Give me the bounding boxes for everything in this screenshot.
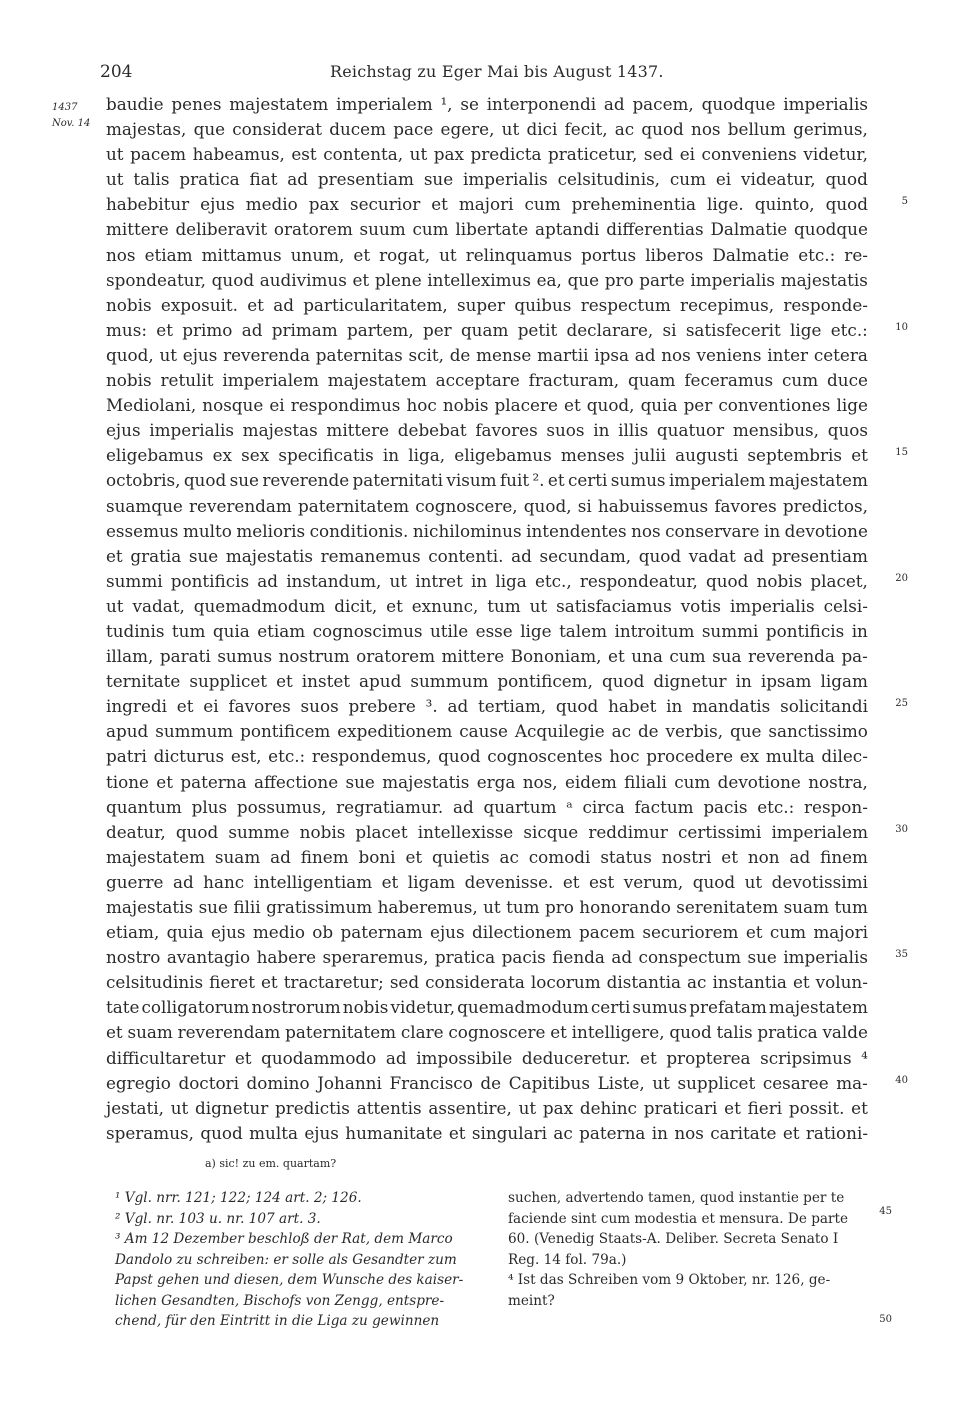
line-number: 50 [879, 1314, 892, 1325]
line-number: 25 [895, 698, 908, 710]
body-line: celsitudinis fieret et tractaretur; sed considerata locorum distantia ac instantia et volun- [106, 972, 868, 993]
body-line: quantum plus possumus, regratiamur. ad quartum ᵃ circa factum pacis etc.: respon- [106, 796, 868, 817]
page-header [100, 62, 870, 86]
body-line: speramus, quod multa ejus humanitate et singulari ac paterna in nos caritate et rationi- [106, 1122, 868, 1143]
body-line: essemus multo melioris conditionis. nichilominus intendentes nos conservare in devotione [106, 520, 868, 541]
body-line: mus: et primo ad primam partem, per quam petit declarare, si satisfecerit lige etc.: [106, 319, 868, 340]
footnote-line: lichen Gesandten, Bischofs von Zengg, entspre- [115, 1292, 445, 1309]
body-line: summi pontificis ad instandum, ut intret in liga etc., respondeatur, quod nobis placet, [106, 570, 868, 591]
footnote-line: Reg. 14 fol. 79a.) [508, 1251, 627, 1268]
line-number: 5 [901, 196, 908, 208]
line-number: 40 [895, 1074, 908, 1086]
body-line: tate colligatorum nostrorum nobis videtur, quemadmodum certi sumus prefatam majestatem [106, 997, 868, 1018]
line-number: 15 [895, 447, 908, 459]
body-line: illam, parati sumus nostrum oratorem mittere Bononiam, et una cum sua reverenda pa- [106, 646, 868, 667]
body-line: et suam reverendam paternitatem clare cognoscere et intelligere, quod talis pratica valde [106, 1022, 868, 1043]
margin-date-day: Nov. 14 [52, 118, 91, 129]
body-line: tione et paterna affectione sue majestatis erga nos, eidem filiali cum devotione nostra, [106, 771, 868, 792]
body-line: baudie penes majestatem imperialem ¹, se interponendi ad pacem, quodque imperialis [106, 94, 868, 114]
line-number: 10 [895, 321, 908, 333]
body-line: nobis exposuit. et ad particularitatem, super quibus respectum recepimus, responde- [106, 294, 868, 315]
body-line: Mediolani, nosque ei respondimus hoc nobis placere et quod, quia per conventiones lige [106, 395, 868, 416]
footnote-line: ³ Am 12 Dezember beschloß der Rat, dem Marco [115, 1231, 453, 1247]
body-line: ingredi et ei favores suos prebere ³. ad tertiam, quod habet in mandatis solicitandi [106, 696, 868, 717]
footnote-line: faciende sint cum modestia et mensura. De parte [508, 1210, 849, 1227]
body-line: mittere deliberavit oratorem suum cum libertate aptandi differentias Dalmatie quodque [106, 219, 868, 240]
body-line: spondeatur, quod audivimus et plene intelleximus ea, que pro parte imperialis majestatis [106, 269, 868, 290]
footnote-line: meint? [508, 1292, 555, 1309]
line-number: 20 [895, 572, 908, 584]
body-line: jestati, ut dignetur predictis attentis assentire, ut pax dehinc praticari et fieri possit. et [106, 1097, 868, 1118]
body-line: nobis retulit imperialem majestatem acceptare fracturam, quam feceramus cum duce [106, 370, 868, 391]
body-line: guerre ad hanc intelligentiam et ligam devenisse. et est verum, quod ut devotissimi [106, 871, 868, 892]
body-line: ejus imperialis majestas mittere debebat favores suos in illis quatuor mensibus, quos [106, 420, 868, 441]
body-line: patri dicturus est, etc.: respondemus, quod cognoscentes hoc procedere ex multa dilec- [106, 746, 868, 767]
body-line: tudinis tum quia etiam cognoscimus utile esse lige talem introitum summi pontificis in [106, 620, 868, 641]
body-text [106, 92, 868, 1146]
body-line: eligebamus ex sex specificatis in liga, eligebamus menses julii augusti septembris et [106, 445, 868, 466]
footnote-line: ¹ Vgl. nrr. 121; 122; 124 art. 2; 126. [115, 1190, 362, 1206]
footnote-line: ² Vgl. nr. 103 u. nr. 107 art. 3. [115, 1210, 321, 1227]
footnote-line: 60. (Venedig Staats-A. Deliber. Secreta Senato I [508, 1231, 839, 1247]
footnote-line: suchen, advertendo tamen, quod instantie per te [508, 1190, 845, 1206]
line-number: 30 [895, 823, 908, 835]
footnote-line: ⁴ Ist das Schreiben vom 9 Oktober, nr. 126, ge- [508, 1272, 831, 1288]
running-title: Reichstag zu Eger Mai bis August 1437. [330, 62, 664, 81]
critical-note: a) sic! zu em. quartam? [205, 1157, 337, 1170]
line-number: 45 [879, 1206, 892, 1217]
body-line: egregio doctori domino Johanni Francisco de Capitibus Liste, ut supplicet cesaree ma- [106, 1072, 868, 1093]
margin-date-year: 1437 [52, 102, 78, 113]
page-number: 204 [100, 62, 133, 82]
footnotes-right-column [508, 1188, 878, 1311]
body-line: apud summum pontificem expeditionem cause Acquilegie ac de verbis, que sanctissimo [106, 721, 868, 742]
body-line: octobris, quod sue reverende paternitati visum fuit ². et certi sumus imperialem majestatem [106, 470, 868, 491]
body-line: ut vadat, quemadmodum dicit, et exnunc, tum ut satisfaciamus votis imperialis celsi- [106, 595, 868, 616]
body-line: habebitur ejus medio pax securior et majori cum preheminentia lige. quinto, quod [106, 194, 868, 215]
body-line: deatur, quod summe nobis placet intellexisse sicque reddimur certissimi imperialem [106, 821, 868, 842]
body-line: ut talis pratica fiat ad presentiam sue imperialis celsitudinis, cum ei videatur, quod [106, 169, 868, 190]
line-number: 35 [895, 949, 908, 961]
footnote-line: Dandolo zu schreiben: er solle als Gesandter zum [115, 1251, 457, 1268]
body-line: nostro avantagio habere speraremus, pratica pacis fienda ad conspectum sue imperialis [106, 947, 868, 968]
body-line: ut pacem habeamus, est contenta, ut pax predicta praticetur, sed ei conveniens videtur, [106, 144, 868, 165]
body-line: nos etiam mittamus unum, et rogat, ut relinquamus portus liberos Dalmatie etc.: re- [106, 244, 868, 265]
body-line: quod, ut ejus reverenda paternitas scit, de mense martii ipsa ad nos veniens inter cetera [106, 344, 868, 365]
body-line: difficultaretur et quodammodo ad impossibile deduceretur. et propterea scripsimus ⁴ [106, 1047, 868, 1068]
body-line: suamque reverendam paternitatem cognoscere, quod, si habuissemus favores predictos, [106, 495, 868, 516]
footnote-line: chend, für den Eintritt in die Liga zu gewinnen [115, 1313, 440, 1329]
body-line: et gratia sue majestatis remanemus contenti. ad secundam, quod vadat ad presentiam [106, 545, 868, 566]
body-line: ternitate supplicet et instet apud summum pontificem, quod dignetur in ipsam ligam [106, 671, 868, 692]
footnotes-left-column [115, 1188, 485, 1332]
footnote-line: Papst gehen und diesen, dem Wunsche des kaiser- [115, 1272, 464, 1288]
margin-date [52, 100, 90, 132]
body-line: etiam, quia ejus medio ob paternam ejus dilectionem pacem securiorem et cum majori [106, 922, 868, 943]
body-line: majestatis sue filii gratissimum haberemus, ut tum pro honorando serenitatem suam tum [106, 897, 868, 917]
body-line: majestas, que considerat ducem pace egere, ut dici fecit, ac quod nos bellum gerimus, [106, 119, 868, 140]
body-line: majestatem suam ad finem boni et quietis ac comodi status nostri et non ad finem [106, 846, 868, 867]
